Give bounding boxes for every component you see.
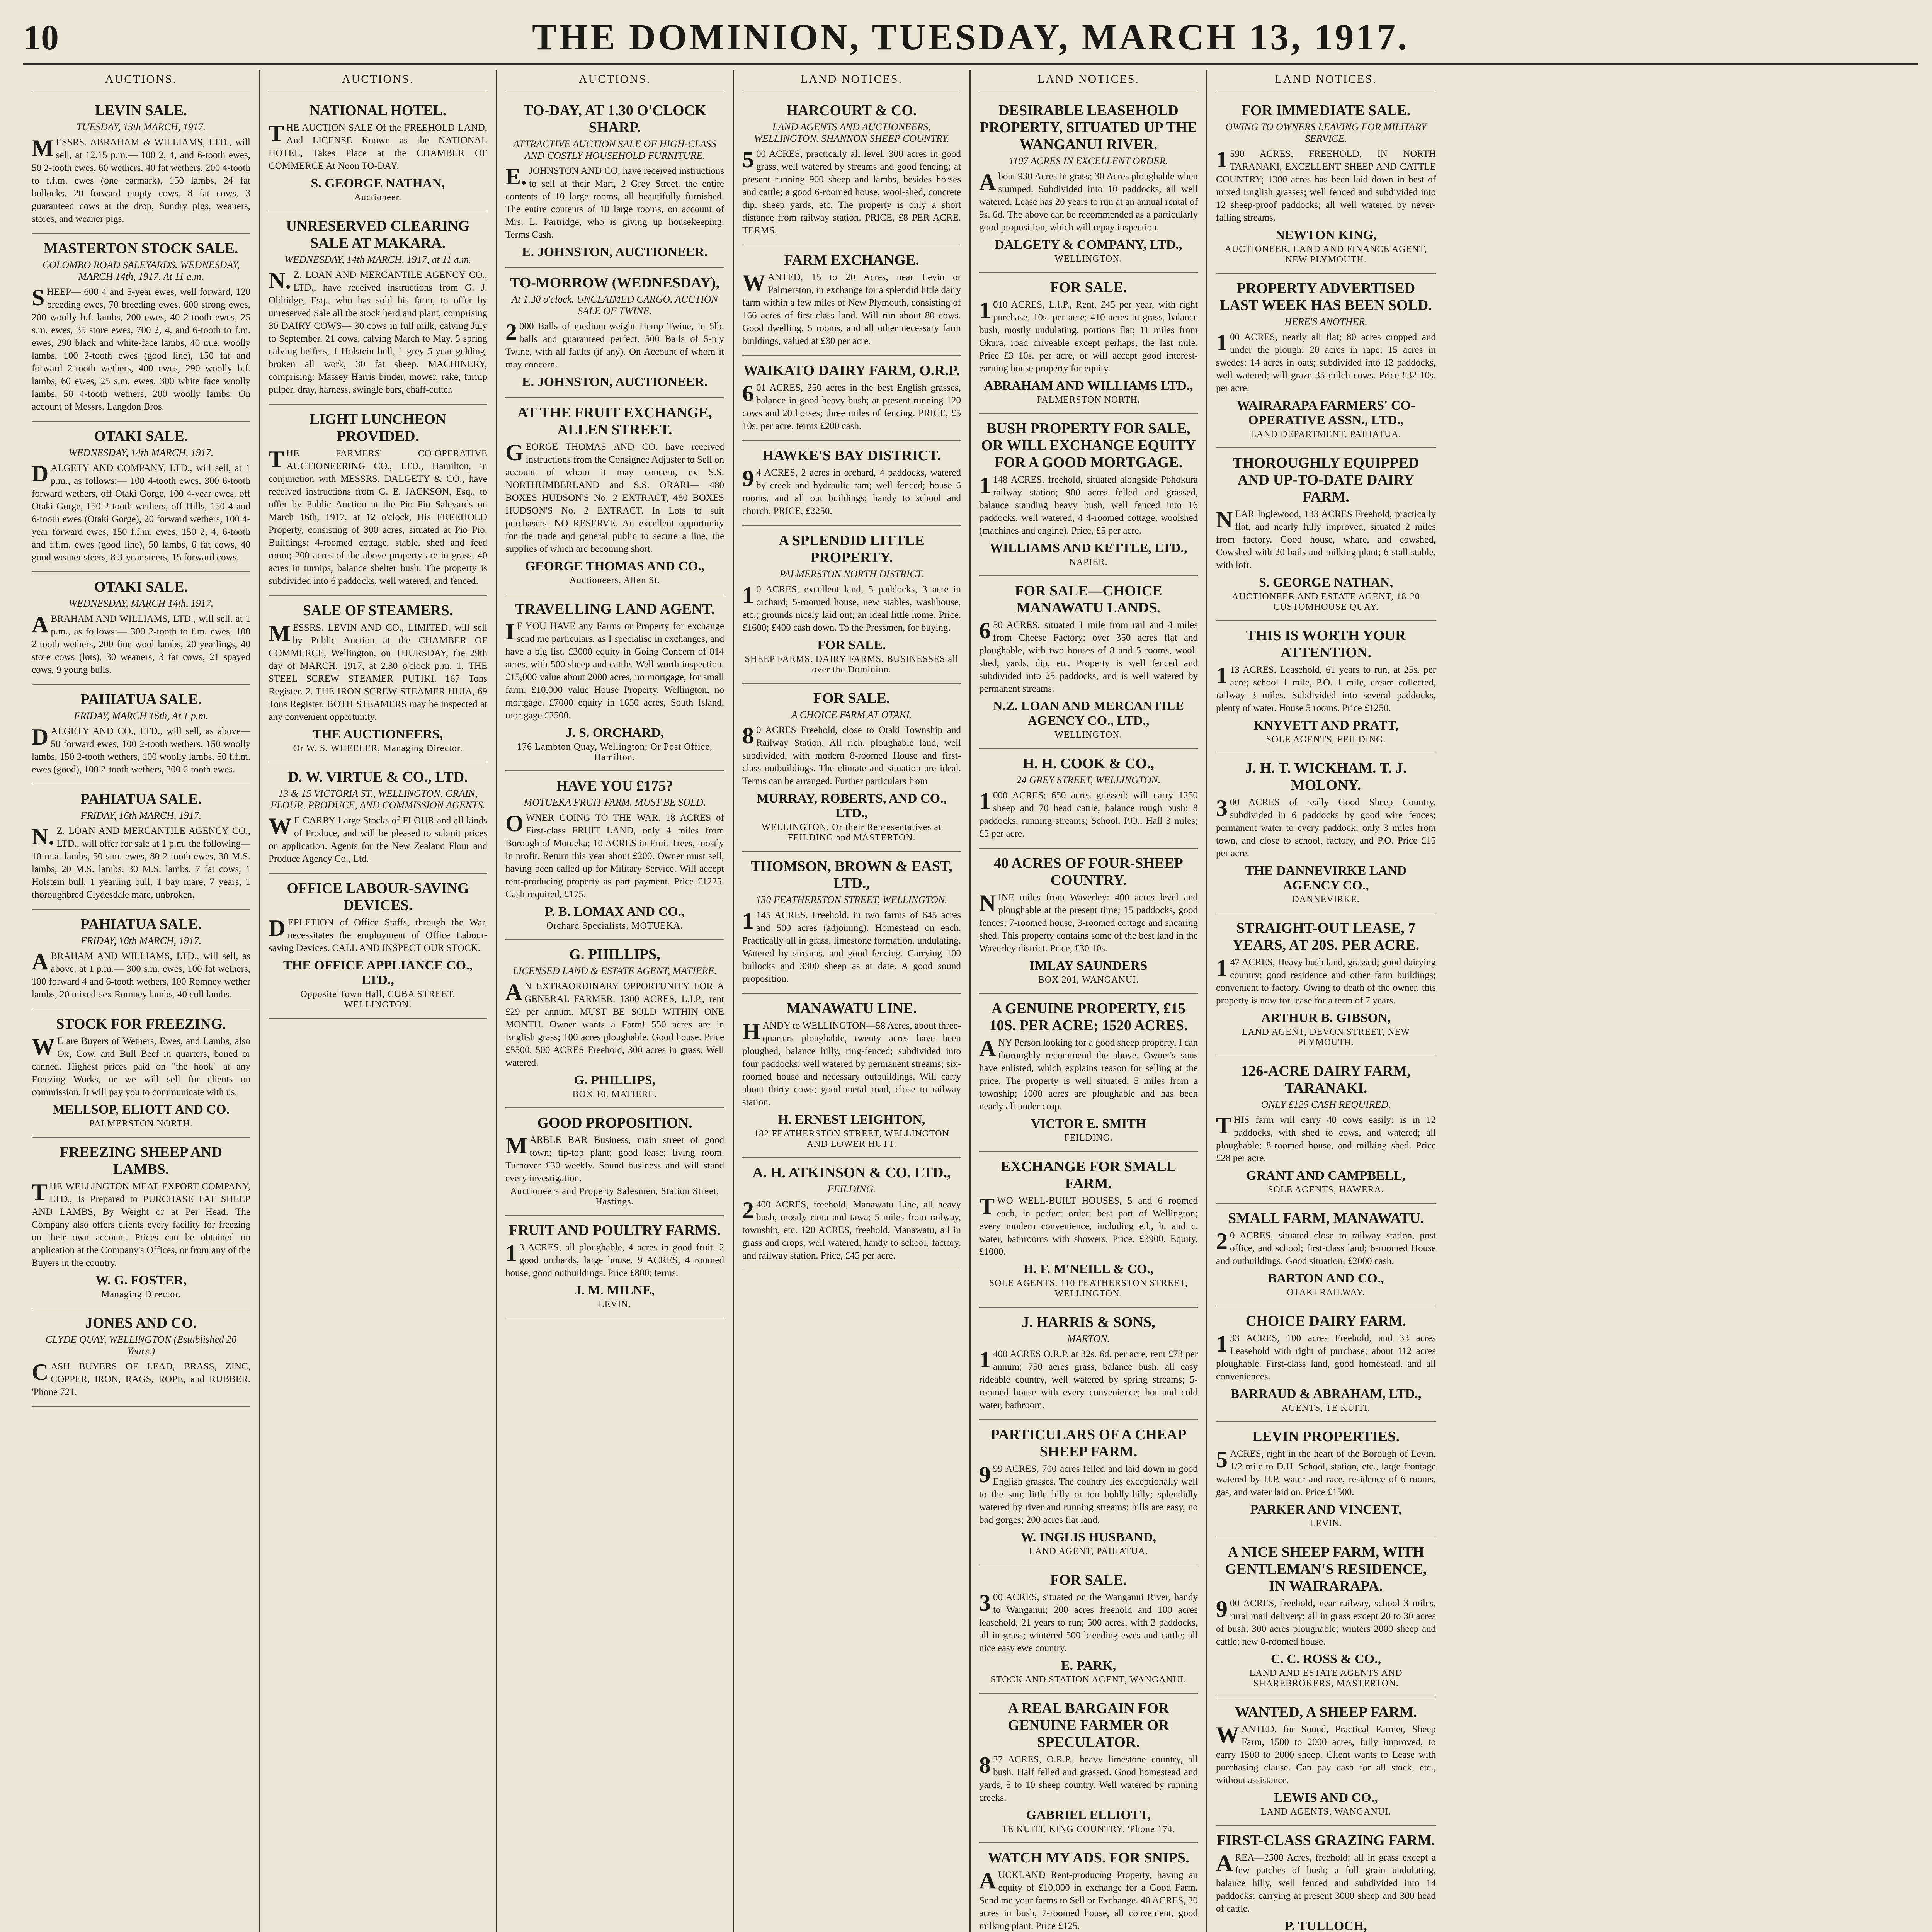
advertisement [505,268,724,398]
ad-advertiser: THE DANNEVIRKE LAND AGENCY CO., [1245,864,1407,893]
ad-body: HANDY to WELLINGTON—58 Acres, about three-quarters ploughable, twenty acres have been ploughed, balance hilly, ring-fenced; subdivided into four paddocks; well watered by permanent streams; six-roomed house and necessary outbuildings. Will carry about thirty cows; good metal road, close to railway station. [742,1019,961,1107]
advertisement [32,572,250,685]
ad-body: 1400 ACRES O.R.P. at 32s. 6d. per acre, rent £73 per annum; 750 acres grass, balance bush, all easy rideable country, well watered by spring streams; 5-roomed house with every convenience; hot and cold water, bathroom. [979,1347,1198,1410]
ad-subtitle: FRIDAY, 16th MARCH, 1917. [80,810,202,821]
ad-advertiser: KNYVETT AND PRATT, [1253,718,1398,733]
ad-title: FOR IMMEDIATE SALE. [1241,102,1411,119]
ad-title: WATCH MY ADS. FOR SNIPS. [988,1850,1189,1866]
ad-title: A REAL BARGAIN FOR GENUINE FARMER OR SPECULATOR. [1008,1700,1169,1750]
ad-advertiser: J. S. ORCHARD, [565,726,664,740]
ad-advertiser-address: LEVIN. [1310,1519,1342,1529]
ad-advertiser-address: TE KUITI, KING COUNTRY. 'Phone 174. [1002,1824,1175,1834]
ad-advertiser: THE AUCTIONEERS, [313,727,443,742]
ad-advertiser: VICTOR E. SMITH [1031,1117,1146,1131]
ad-body: 147 ACRES, Heavy bush land, grassed; good dairying country; good residence and other farm buildings; convenient to factory. Owing to death of the owner, this property is now for lease for a term of 7 years. [1216,955,1436,1006]
ad-title: 126-ACRE DAIRY FARM, TARANAKI. [1241,1063,1411,1096]
ad-body: IF YOU HAVE any Farms or Property for exchange send me particulars, as I specialise in exchanges, and have a big list. £3000 equity in Going Concern of 814 acres, with 500 sheep and cattle. Well worth inspection. £15,000 value about 2000 acres, no mortgage, for small farm. £10,000 value House Property, Wellington, no mortgage. £7000 equity in 1650 acres, South Island, mortgage £2500. [505,619,724,721]
ad-title: AT THE FRUIT EXCHANGE, ALLEN STREET. [517,405,712,438]
ad-body: WE are Buyers of Wethers, Ewes, and Lambs, also Ox, Cow, and Bull Beef in quarters, boned or canned. Highest prices paid on "the hook" at any Freezing Works, or we will sell for clients on commission. It will pay you to communicate with us. [32,1034,250,1097]
advertisement [979,1565,1198,1694]
advertisement [979,96,1198,273]
ad-subtitle: ATTRACTIVE AUCTION SALE OF HIGH-CLASS AND COSTLY HOUSEHOLD FURNITURE. [513,138,716,161]
advertisement [1216,274,1436,448]
ad-subtitle: LICENSED LAND & ESTATE AGENT, MATIERE. [513,965,717,976]
advertisement [1216,753,1436,913]
advertisement [269,211,487,405]
ad-title: THOMSON, BROWN & EAST, LTD., [751,858,952,891]
ad-body: 94 ACRES, 2 acres in orchard, 4 paddocks, watered by creek and hydraulic ram; well fenced; house 6 rooms, and all out buildings; handy to school and church. PRICE, £2250. [742,466,961,516]
ad-body: MESSRS. LEVIN AND CO., LIMITED, will sell by Public Auction at the CHAMBER OF COMMERCE, Wellington, on THURSDAY, the 29th day of MARCH, 1917, at 2.30 o'clock p.m. 1. THE STEEL SCREW STEAMER PUTIKI, 167 Tons Register. 2. THE IRON SCREW STEAMER HUIA, 69 Tons Register. BOTH STEAMERS may be inspected at any convenient opportunity. [269,621,487,722]
ad-subtitle: A CHOICE FARM AT OTAKI. [791,709,912,720]
ad-body: E.JOHNSTON AND CO. have received instructions to sell at their Mart, 2 Grey Street, the entire contents of 10 large rooms, all beautifully furnished. The entire contents of 10 large rooms, on account of Mrs. L. Partridge, who is giving up housekeeping. Terms Cash. [505,164,724,240]
ad-body: NINE miles from Waverley: 400 acres level and ploughable at the present time; 15 paddocks, good fences; 7-roomed house, 3-roomed cottage and shearing shed. This property contains some of the best land in the Waverley district. Price, £30 10s. [979,890,1198,954]
ad-subtitle: MARTON. [1067,1333,1110,1344]
ad-title: FOR SALE—CHOICE MANAWATU LANDS. [1015,583,1162,616]
advertisement [505,1216,724,1318]
ad-advertiser: W. G. FOSTER, [95,1273,187,1287]
page-title: THE DOMINION, TUESDAY, MARCH 13, 1917. [532,16,1410,58]
ad-title: HAVE YOU £175? [556,778,673,794]
advertisement [269,874,487,1019]
ad-advertiser-address: LAND AND ESTATE AGENTS AND SHAREBROKERS, MASTERTON. [1249,1668,1403,1689]
ad-title: NATIONAL HOTEL. [309,102,447,119]
ad-body: 601 ACRES, 250 acres in the best English grasses, balance in good heavy bush; at present running 120 cows and 20 horses; three miles of fencing. PRICE, £5 10s. per acre, terms £200 cash. [742,381,961,431]
ad-subtitle: PALMERSTON NORTH DISTRICT. [779,568,924,580]
ad-body: MESSRS. ABRAHAM & WILLIAMS, LTD., will sell, at 12.15 p.m.— 100 2, 4, and 6-tooth ewes, 50 2-tooth ewes, 60 wethers, 40 fat wethers, 200 4-tooth to f.f.m. ewes (one earmark), 150 lambs, 24 fat bullocks, 20 forward empty cows, 8 fat cows, 3 guaranteed cows at the drop, Sundry pigs, weaners, stores, and weaner pigs. [32,135,250,224]
ad-body: THE FARMERS' CO-OPERATIVE AUCTIONEERING CO., LTD., Hamilton, in conjunction with MESSRS. DALGETY & CO., have received instructions from G. E. JACKSON, Esq., to offer by Public Auction at the Pio Pio Saleyards on March 16th, 1917, at 12 o'clock, His FREEHOLD Property, consisting of 300 acres, situated at Pio Pio. Buildings: 4-roomed cottage, stable, shed and feed room; 200 acres of the above property are in grass, 40 acres in turnips, balance shelter bush. The property is subdivided into 6 paddocks, well watered, and fenced. [269,446,487,586]
ad-title: SALE OF STEAMERS. [303,602,453,619]
advertisement [979,1843,1198,1932]
columns-grid [23,70,1918,1932]
ad-advertiser: WILLIAMS AND KETTLE, LTD., [990,541,1187,555]
advertisement [1216,1056,1436,1204]
ad-body: 133 ACRES, 100 acres Freehold, and 33 acres Leasehold with right of purchase; about 112 acres ploughable. First-class land, good homestead, and all conveniences. [1216,1331,1436,1382]
ad-title: OFFICE LABOUR-SAVING DEVICES. [287,880,469,913]
advertisement [269,96,487,211]
ad-body: 300 ACRES of really Good Sheep Country, subdivided in 6 paddocks by good wire fences; permanent water to every paddock; only 3 miles from town, and close to school, factory, and P.O. Price £15 per acre. [1216,795,1436,859]
ad-title: A GENUINE PROPERTY, £15 10S. PER ACRE; 1520 ACRES. [989,1000,1188,1034]
ad-advertiser-address: SOLE AGENTS, FEILDING. [1266,735,1386,745]
ad-title: D. W. VIRTUE & CO., LTD. [288,769,468,785]
ad-title: STRAIGHT-OUT LEASE, 7 YEARS, AT 20S. PER ACRE. [1232,920,1420,953]
ad-subtitle: FEILDING. [827,1184,876,1195]
ad-subtitle: LAND AGENTS AND AUCTIONEERS, WELLINGTON. SHANNON SHEEP COUNTRY. [754,121,949,144]
ad-body: 113 ACRES, Leasehold, 61 years to run, at 25s. per acre; school 1 mile, P.O. 1 mile, cream collected, railway 3 miles. Subdivided into several paddocks, plenty of water. House 5 rooms. Price £1250. [1216,663,1436,713]
ad-body: AN EXTRAORDINARY OPPORTUNITY FOR A GENERAL FARMER. 1300 ACRES, L.I.P., rent £29 per annum. MUST BE SOLD WITHIN ONE MONTH. Owner wants a Farm! 550 acres are in English grass; 100 acres ploughable. Good house. Price £5500. 500 ACRES Freehold, 300 acres in grass. Well watered. [505,979,724,1068]
ad-advertiser-address: Or W. S. WHEELER, Managing Director. [293,743,463,753]
ad-advertiser: E. PARK, [1061,1658,1116,1673]
ad-advertiser-address: AGENTS, TE KUITI. [1281,1403,1371,1413]
ad-advertiser: S. GEORGE NATHAN, [311,176,445,190]
ad-title: FOR SALE. [1050,1572,1127,1588]
column-5 [971,70,1208,1932]
ad-title: FIRST-CLASS GRAZING FARM. [1217,1832,1435,1849]
ad-body: ABRAHAM AND WILLIAMS, LTD., will sell, at 1 p.m., as follows:— 300 2-tooth to f.m. ewes, 100 2-tooth wethers, 200 fine-wool lambs, 20 yearlings, 40 store cows (lots), 30 weaners, 3 fat cows, 21 spayed cows, 9 young bulls. [32,612,250,675]
ad-advertiser-address: DANNEVIRKE. [1292,895,1360,905]
ad-subtitle: OWING TO OWNERS LEAVING FOR MILITARY SERVICE. [1225,121,1427,144]
ad-body: 2000 Balls of medium-weight Hemp Twine, in 5lb. balls and guaranteed perfect. 500 Balls of 5-ply Twine, with all faults (if any). On Account of whom it may concern. [505,319,724,370]
ad-advertiser-address: 182 FEATHERSTON STREET, WELLINGTON AND LOWER HUTT. [754,1129,949,1149]
advertisement [979,1420,1198,1565]
advertisement [1216,913,1436,1056]
ad-title: JONES AND CO. [85,1315,197,1331]
ad-body: WANTED, for Sound, Practical Farmer, Sheep Farm, 1500 to 2000 acres, fully improved, to carry 1500 to 2000 sheep. Client wants to Lease with purchasing clause. Can pay cash for all stock, etc., without assistance. [1216,1722,1436,1786]
ad-advertiser-address: LEVIN. [599,1299,631,1310]
ad-title: THIS IS WORTH YOUR ATTENTION. [1246,628,1406,661]
advertisement [505,1108,724,1216]
ad-body: TWO WELL-BUILT HOUSES, 5 and 6 roomed each, in perfect order; best part of Wellington; every modern convenience, including e.l., h. and c. water, bathrooms with showers. Price, £3900. Equity, £1000. [979,1194,1198,1257]
ad-title: H. H. COOK & CO., [1023,755,1154,772]
ad-advertiser: G. PHILLIPS, [574,1073,656,1087]
ad-subtitle: ONLY £125 CASH REQUIRED. [1261,1099,1391,1110]
ad-title: TO-MORROW (WEDNESDAY), [510,275,719,291]
ad-advertiser-address: WELLINGTON. [1054,730,1122,740]
ad-body: 1148 ACRES, freehold, situated alongside Pohokura railway station; 900 acres felled and grassed, balance standing heavy bush, well fenced into 16 paddocks, well watered, 4 4-roomed cottage, woolshed (machines and engine). Price, £5 per acre. [979,473,1198,536]
advertisement [32,1138,250,1308]
ad-title: LIGHT LUNCHEON PROVIDED. [310,411,446,444]
ad-subtitle: 24 GREY STREET, WELLINGTON. [1016,774,1161,786]
ad-advertiser-address: FEILDING. [1064,1133,1113,1143]
ad-title: SMALL FARM, MANAWATU. [1228,1210,1424,1226]
ad-advertiser: P. B. LOMAX AND CO., [545,905,685,919]
ad-body: WANTED, 15 to 20 Acres, near Levin or Palmerston, in exchange for a splendid little dairy farm within a few miles of New Plymouth, consisting of 166 acres of first-class land. Will run about 80 cows. Good dwelling, 5 rooms, and all other necessary farm buildings, valued at £30 per acre. [742,270,961,346]
ad-advertiser: J. M. MILNE, [575,1283,655,1298]
ad-body: 1590 ACRES, FREEHOLD, IN NORTH TARANAKI, EXCELLENT SHEEP AND CATTLE COUNTRY; 1300 acres has been laid down in best of mixed English grasses; well fenced and subdivided into 12 sheep-proof paddocks; all well watered by never-failing streams. [1216,147,1436,223]
ad-title: PAHIATUA SALE. [80,691,202,707]
ad-body: ABRAHAM AND WILLIAMS, LTD., will sell, as above, at 1 p.m.— 300 s.m. ewes, 100 fat wethers, 100 forward 4 and 6-tooth wethers, 100 Romney wether lambs, 20 mixed-sex Romney lambs, 40 cull lambs. [32,949,250,1000]
ad-advertiser-address: SOLE AGENTS, HAWERA. [1268,1185,1384,1195]
ad-title: PROPERTY ADVERTISED LAST WEEK HAS BEEN SOLD. [1220,280,1432,313]
ad-title: EXCHANGE FOR SMALL FARM. [1001,1158,1176,1192]
ad-subtitle: WEDNESDAY, 14th MARCH, 1917. [68,447,214,458]
ad-advertiser-address: STOCK AND STATION AGENT, WANGANUI. [990,1675,1187,1685]
ad-body: N.Z. LOAN AND MERCANTILE AGENCY CO., LTD., have received instructions from G. J. Oldridge, Esq., who has sold his farm, to offer by unreserved Sale all the stock herd and plant, comprising 30 DAIRY COWS— 30 cows in full milk, calving July to September, 21 cows, calving March to May, 5 spring calving heifers, 1 Holstein bull, 1 grey 5-year gelding, broken all work, 30 fat sheep. MACHINERY, comprising: Massey Harris binder, mower, rake, turnip pulper, dray, harness, swingle bars, chaff-cutter. [269,268,487,395]
ad-advertiser-address: LAND AGENTS, WANGANUI. [1260,1807,1391,1817]
ad-advertiser-address: WELLINGTON. Or their Representatives at FEILDING and MASTERTON. [762,822,942,843]
advertisement [32,96,250,234]
ad-body: THE AUCTION SALE Of the FREEHOLD LAND, And LICENSE Known as the NATIONAL HOTEL, Takes Place at the CHAMBER OF COMMERCE At Noon TO-DAY. [269,121,487,171]
ad-advertiser-address: PALMERSTON NORTH. [1037,395,1140,405]
ad-subtitle: WEDNESDAY, 14th MARCH, 1917, at 11 a.m. [284,254,471,265]
ad-title: A NICE SHEEP FARM, WITH GENTLEMAN'S RESIDENCE, IN WAIRARAPA. [1225,1544,1427,1594]
ad-body: 1145 ACRES, Freehold, in two farms of 645 acres and 500 acres (adjoining). Homestead on each. Practically all in grass, limestone formation, undulating. Watered by streams, and good fencing. Carrying 100 bullocks and 3300 sheep as at date. A good sound proposition. [742,908,961,984]
ad-title: UNRESERVED CLEARING SALE AT MAKARA. [286,218,470,251]
ad-title: FREEZING SHEEP AND LAMBS. [60,1144,223,1177]
ad-advertiser: C. C. ROSS & CO., [1270,1652,1381,1666]
advertisement [505,96,724,268]
advertisement [269,405,487,596]
ad-body: 500 ACRES, practically all level, 300 acres in good grass, well watered by streams and good fencing; at present running 900 sheep and lambs, besides horses and cattle; a good 6-roomed house, wool-shed, concrete dip, sheep yards, etc. The property is only a short distance from railway station. PRICE, £8 PER ACRE. TERMS. [742,147,961,236]
ad-title: DESIRABLE LEASEHOLD PROPERTY, SITUATED UP THE WANGANUI RIVER. [980,102,1197,153]
advertisement [742,684,961,852]
ad-advertiser: GABRIEL ELLIOTT, [1026,1808,1151,1822]
ad-advertiser: MURRAY, ROBERTS, AND CO., LTD., [756,791,947,820]
ad-body: SHEEP— 600 4 and 5-year ewes, well forward, 120 breeding ewes, 70 breeding ewes, 600 strong ewes, 200 woolly b.f. lambs, 200 ewes, 40 2-tooth ewes, 25 s.m. ewes, 35 store ewes, 700 2, 4, and 6-tooth to f.m. ewes, 290 black and white-face lambs, 40 m.e. woolly lambs, 100 2-tooth ewes (good line), 150 fat and forward 2-tooth wethers, 400 ewes, 290 woolly b.f. lambs, 60 ewes, 25 s.m. ewes, 300 white face woolly lambs, 50 4-tooth wethers, 200 woolly lambs. On account of Messrs. Langdon Bros. [32,285,250,412]
ad-advertiser-address: PALMERSTON NORTH. [89,1119,193,1129]
ad-title: FARM EXCHANGE. [784,252,919,268]
ad-subtitle: WEDNESDAY, MARCH 14th, 1917. [68,598,214,609]
ad-body: 20 ACRES, situated close to railway station, post office, and school; first-class land; 6-roomed House and outbuildings. Good situation; £2000 cash. [1216,1228,1436,1266]
column-2 [260,70,497,1932]
ad-title: LEVIN SALE. [95,102,187,119]
ad-body: 300 ACRES, situated on the Wanganui River, handy to Wanganui; 200 acres freehold and 100 acres leasehold, 21 years to run; 500 acres, with 2 paddocks, all in grass; wintered 500 breeding ewes and cattle; all nice easy ewe country. [979,1590,1198,1653]
ad-title: A SPLENDID LITTLE PROPERTY. [778,532,925,566]
column-heading: AUCTIONS. [32,70,250,90]
ad-advertiser-address: AUCTIONEER AND ESTATE AGENT, 18-20 CUSTOMHOUSE QUAY. [1232,592,1420,612]
advertisement [742,994,961,1158]
column-heading: LAND NOTICES. [742,70,961,90]
ad-advertiser-address: Opposite Town Hall, CUBA STREET, WELLINGTON. [300,989,456,1010]
ad-body: 827 ACRES, O.R.P., heavy limestone country, all bush. Half felled and grassed. Good homestead and yards, 5 to 10 sheep country. Well watered by running creeks. [979,1752,1198,1803]
ad-title: CHOICE DAIRY FARM. [1245,1313,1406,1329]
ad-title: LEVIN PROPERTIES. [1252,1429,1400,1445]
ad-body: 10 ACRES, excellent land, 5 paddocks, 3 acre in orchard; 5-roomed house, new stables, washhouse, etc.; grounds nicely laid out; an ideal little home. Price, £1600; £400 cash down. To the Pressmen, for buying. [742,582,961,633]
ad-advertiser: H. ERNEST LEIGHTON, [778,1112,925,1127]
ad-advertiser-address: AUCTIONEER, LAND AND FINANCE AGENT, NEW PLYMOUTH. [1225,244,1427,265]
advertisement [979,1152,1198,1308]
ad-body: 80 ACRES Freehold, close to Otaki Township and Railway Station. All rich, ploughable land, well subdivided, with modern 8-roomed House and first-class outbuildings. The climate and situation are ideal. Terms can be arranged. Further particulars from [742,723,961,786]
column-4 [734,70,971,1932]
ad-title: HARCOURT & CO. [786,102,917,119]
advertisement [979,749,1198,849]
advertisement [1216,1422,1436,1537]
column-heading: AUCTIONS. [505,70,724,90]
ad-body: 5ACRES, right in the heart of the Borough of Levin, 1/2 mile to D.H. School, station, etc., large frontage watered by H.P. water and race, residence of 6 rooms, gas, and water laid on. Price £1500. [1216,1447,1436,1497]
advertisement [1216,621,1436,753]
ad-body: MARBLE BAR Business, main street of good town; tip-top plant; good lease; living room. Turnover £30 weekly. Sound business and will stand every investigation. [505,1133,724,1184]
ad-advertiser: WAIRARAPA FARMERS' CO-OPERATIVE ASSN., LTD., [1236,398,1415,427]
ad-advertiser: ARTHUR B. GIBSON, [1261,1011,1391,1025]
ad-subtitle: FRIDAY, MARCH 16th, At 1 p.m. [74,710,208,721]
ad-advertiser: BARRAUD & ABRAHAM, LTD., [1230,1387,1422,1401]
ad-body: THIS farm will carry 40 cows easily; is in 12 paddocks, with shed to cows, and watered; all ploughable; 8-roomed house, and milking shed. Price £28 per acre. [1216,1113,1436,1163]
ad-advertiser-address: WELLINGTON. [1054,254,1122,264]
ad-advertiser: GEORGE THOMAS AND CO., [525,559,705,573]
advertisement [742,852,961,994]
ad-advertiser: E. JOHNSTON, AUCTIONEER. [522,245,708,259]
ad-advertiser: THE OFFICE APPLIANCE CO., LTD., [283,958,473,987]
ad-advertiser-address: Managing Director. [101,1289,181,1299]
ad-title: PAHIATUA SALE. [80,791,202,807]
ad-body: WE CARRY Large Stocks of FLOUR and all kinds of Produce, and will be pleased to submit prices on application. Agents for the New Zealand Flour and Produce Agency Co., Ltd. [269,813,487,864]
ad-subtitle: FRIDAY, 16th MARCH, 1917. [80,935,202,946]
ad-title: STOCK FOR FREEZING. [56,1016,226,1032]
ad-body: AUCKLAND Rent-producing Property, having an equity of £10,000 in exchange for a Good Farm. Send me your farms to Sell or Exchange. 40 ACRES, 20 acres in bush, 7-roomed house, all convenient, good milking plant. Price £125. [979,1868,1198,1931]
ad-subtitle: CLYDE QUAY, WELLINGTON (Established 20 Years.) [45,1334,237,1357]
ad-advertiser-address: BOX 10, MATIERE. [572,1089,657,1099]
column-heading: LAND NOTICES. [1216,70,1436,90]
ad-advertiser: MELLSOP, ELIOTT AND CO. [52,1102,230,1117]
advertisement [979,849,1198,994]
ad-body: N.Z. LOAN AND MERCANTILE AGENCY CO., LTD., will offer for sale at 1 p.m. the following— 10 m.a. lambs, 50 s.m. ewes, 80 2-tooth ewes, 30 M.S. lambs, 20 M.S. lambs, 30 M.S. lambs, 7 fat cows, 1 Holstein bull, 1 yearling bull, 1 bay mare, 7 years, 1 thoroughbred Clydesdale mare, unbroken. [32,824,250,900]
ad-advertiser: NEWTON KING, [1275,228,1377,242]
advertisement [1216,1537,1436,1697]
column-1 [23,70,260,1932]
ad-body: About 930 Acres in grass; 30 Acres ploughable when stumped. Subdivided into 10 paddocks, all well watered. Lease has 20 years to run at an annual rental of 9s. 6d. The above can be recommended as a particularly good proposition, which will repay inspection. [979,169,1198,233]
ad-title: MASTERTON STOCK SALE. [44,240,238,257]
ad-subtitle: COLOMBO ROAD SALEYARDS. WEDNESDAY, MARCH 14th, 1917, At 11 a.m. [42,259,240,282]
ad-advertiser: DALGETY & COMPANY, LTD., [995,238,1182,252]
ad-title: WAIKATO DAIRY FARM, O.R.P. [743,362,960,379]
advertisement [979,1694,1198,1843]
advertisement [1216,1697,1436,1826]
ad-advertiser: FOR SALE. [817,638,886,652]
ad-body: OWNER GOING TO THE WAR. 18 ACRES of First-class FRUIT LAND, only 4 miles from Borough of Motueka; 10 ACRES in Fruit Trees, mostly in profit. Return this year about £200. Owner must sell, having been called up for Military Service. Will accept rent-producing property as part payment. Price £1225. Cash required, £175. [505,811,724,900]
advertisement [32,784,250,910]
ad-advertiser: N.Z. LOAN AND MERCANTILE AGENCY CO., LTD., [993,699,1184,728]
ad-body: THE WELLINGTON MEAT EXPORT COMPANY, LTD., Is Prepared to PURCHASE FAT SHEEP AND LAMBS, By Weight or at Per Head. The Company also offers clients every facility for freezing on their own account. Prices can be obtained on application at the Company's Offices, or from any of the Buyers in the country. [32,1179,250,1268]
column-heading: AUCTIONS. [269,70,487,90]
ad-title: PAHIATUA SALE. [80,916,202,932]
ad-title: FOR SALE. [1050,279,1127,296]
advertisement [505,771,724,940]
ad-advertiser: GRANT AND CAMPBELL, [1246,1168,1406,1183]
advertisement [979,1308,1198,1420]
advertisement [32,1009,250,1138]
ad-advertiser-address: LAND AGENT, PAHIATUA. [1029,1546,1148,1556]
advertisement [979,576,1198,749]
ad-body: 1010 ACRES, L.I.P., Rent, £45 per year, with right purchase, 10s. per acre; 410 acres in grass, balance bush, mostly undulating, portions flat; 11 miles from Okura, road driveable except perhaps, the last mile. Price £3 10s. per acre, or will accept good interest-earning house property for equity. [979,298,1198,374]
advertisement [1216,1306,1436,1422]
advertisement [742,1158,961,1270]
page-number: 10 [23,18,59,57]
ad-advertiser-address: 176 Lambton Quay, Wellington; Or Post Office, Hamilton. [517,742,713,762]
ad-subtitle: TUESDAY, 13th MARCH, 1917. [76,121,206,133]
ad-advertiser: PARKER AND VINCENT, [1250,1502,1402,1517]
ad-body: 100 ACRES, nearly all flat; 80 acres cropped and under the plough; 20 acres in rape; 15 acres in swedes; 14 acres in oats; subdivided into 12 paddocks, well watered; will graze 35 milch cows. Price £32 10s. per acre. [1216,330,1436,393]
ad-title: WANTED, A SHEEP FARM. [1235,1704,1417,1720]
ad-advertiser-address: Auctioneer. [354,192,402,202]
ad-body: DEPLETION of Office Staffs, through the War, necessitates the employment of Office Labour-saving Devices. CALL AND INSPECT OUR STOCK. [269,915,487,953]
ad-body: AREA—2500 Acres, freehold; all in grass except a few patches of bush; a full grain undulating, balance hilly, well fenced and subdivided into 14 paddocks; carrying at present 3000 sheep and 300 head of cattle. [1216,1850,1436,1914]
advertisement [1216,96,1436,274]
ad-advertiser-address: LAND AGENT, DEVON STREET, NEW PLYMOUTH. [1242,1027,1410,1048]
advertisement [979,414,1198,576]
ad-body: DALGETY AND COMPANY, LTD., will sell, at 1 p.m., as follows:— 100 4-tooth ewes, 300 6-tooth forward wethers, off Otaki Gorge, 100 4-year ewes, off Otaki Gorge, 150 2-tooth wethers, off Hills, 150 4 and 6-tooth ewes (Otaki Gorge), 20 forward wethers, 100 4-year forward ewes, 150 f.f.m. ewes, 150 2, 4, 6-tooth and f.f.m. ewes (good line), 50 lambs, 6 fat cows, 40 good weaner steers, 8 3-year steers, 15 forward cows. [32,461,250,563]
ad-title: OTAKI SALE. [94,428,188,444]
ad-advertiser-address: Auctioneers and Property Salesmen, Station Street, Hastings. [510,1186,719,1207]
masthead [23,15,1918,65]
advertisement [505,594,724,771]
advertisement [742,245,961,356]
advertisement [32,234,250,422]
ad-title: G. PHILLIPS, [569,946,660,963]
column-3 [497,70,734,1932]
ad-subtitle: 130 FEATHERSTON STREET, WELLINGTON. [756,894,947,905]
ad-title: FOR SALE. [813,690,890,706]
ad-advertiser-address: LAND DEPARTMENT, PAHIATUA. [1250,429,1401,439]
ad-title: A. H. ATKINSON & CO. LTD., [752,1165,951,1181]
column-heading: LAND NOTICES. [979,70,1198,90]
ad-advertiser-address: OTAKI RAILWAY. [1287,1287,1365,1298]
advertisement [269,596,487,762]
advertisement [742,526,961,684]
advertisement [32,1308,250,1407]
ad-advertiser-address: BOX 201, WANGANUI. [1038,975,1139,985]
ad-body: 13 ACRES, all ploughable, 4 acres in good fruit, 2 good orchards, large house. 9 ACRES, 4 roomed house, good outbuildings. Price £800; terms. [505,1240,724,1278]
ad-advertiser: H. F. M'NEILL & CO., [1023,1262,1154,1276]
advertisement [742,441,961,526]
advertisement [979,273,1198,414]
ad-body: CASH BUYERS OF LEAD, BRASS, ZINC, COPPER, IRON, RAGS, ROPE, and RUBBER. 'Phone 721. [32,1359,250,1397]
ad-body: 900 ACRES, freehold, near railway, school 3 miles, rural mail delivery; all in grass except 20 to 30 acres of bush; 300 acres ploughable; winters 2000 sheep and cattle; new 8-roomed house. [1216,1596,1436,1647]
ad-title: OTAKI SALE. [94,579,188,595]
advertisement [742,96,961,245]
ad-body: NEAR Inglewood, 133 ACRES Freehold, practically flat, and nearly fully improved, situated 2 miles from factory. Good house, whare, and cowshed, Cowshed with 20 bails and milking plant; 6-stall stable, with loft. [1216,507,1436,570]
ad-advertiser: LEWIS AND CO., [1274,1791,1378,1805]
ad-subtitle: HERE'S ANOTHER. [1284,316,1367,327]
ad-body: 1000 ACRES; 650 acres grassed; will carry 1250 sheep and 70 head cattle, balance rough bush; 8 paddocks; running streams; School, P.O., Hall 3 miles; £5 per acre. [979,788,1198,839]
ad-advertiser: IMLAY SAUNDERS [1029,959,1148,973]
ad-body: GEORGE THOMAS AND CO. have received instructions from the Consignee Adjuster to Sell on account of whom it may concern, ex S.S. NORTHUMBERLAND and S.S. ORARI— 480 BOXES HUDSON'S No. 2 EXTRACT, 480 BOXES HUDSON'S No. 2 EXTRACT. In Lots to suit purchasers. NO RESERVE. An excellent opportunity for the trade and general public to secure a line, the supplies of which are becoming short. [505,440,724,554]
advertisement [1216,1204,1436,1306]
ad-advertiser: E. JOHNSTON, AUCTIONEER. [522,375,708,389]
ad-advertiser-address: SOLE AGENTS, 110 FEATHERSTON STREET, WELLINGTON. [989,1278,1188,1299]
ad-advertiser-address: NAPIER. [1069,557,1108,567]
ad-advertiser-address: Auctioneers, Allen St. [570,575,660,585]
ad-body: 650 ACRES, situated 1 mile from rail and 4 miles from Cheese Factory; over 350 acres flat and ploughable, with two houses of 8 and 5 rooms, wool-shed, yards, dip, etc. Property is well fenced and subdivided into 25 paddocks, and is well watered by permanent streams. [979,618,1198,694]
ad-title: J. HARRIS & SONS, [1022,1314,1155,1330]
advertisement [1216,448,1436,621]
ad-subtitle: 1107 ACRES IN EXCELLENT ORDER. [1009,155,1168,167]
ad-body: DALGETY AND CO., LTD., will sell, as above— 50 forward ewes, 100 2-tooth wethers, 150 woolly lambs, 150 2-tooth wethers, 100 woolly lambs, 50 f.f.m. ewes (good), 100 2-tooth wethers, 200 6-tooth ewes. [32,724,250,775]
ad-title: THOROUGHLY EQUIPPED AND UP-TO-DATE DAIRY FARM. [1233,455,1419,505]
advertisement [32,422,250,572]
ad-title: FRUIT AND POULTRY FARMS. [509,1222,721,1238]
ad-title: TO-DAY, AT 1.30 O'CLOCK SHARP. [523,102,706,136]
ad-title: TRAVELLING LAND AGENT. [515,601,715,617]
ad-subtitle: At 1.30 o'clock. UNCLAIMED CARGO. AUCTION SALE OF TWINE. [512,294,718,316]
ad-title: GOOD PROPOSITION. [537,1115,692,1131]
advertisement [1216,1826,1436,1932]
ad-advertiser: S. GEORGE NATHAN, [1259,575,1393,590]
ad-advertiser-address: Orchard Specialists, MOTUEKA. [546,921,684,931]
ad-body: 999 ACRES, 700 acres felled and laid down in good English grasses. The country lies exceptionally well to the sun; little hilly or too boldly-hilly; splendidly watered by river and running streams; hills are easy, no bad gorges; 200 acres flat land. [979,1462,1198,1525]
ad-title: BUSH PROPERTY FOR SALE, OR WILL EXCHANGE EQUITY FOR A GOOD MORTGAGE. [981,420,1196,471]
advertisement [505,398,724,594]
ad-advertiser: BARTON AND CO., [1268,1271,1384,1286]
advertisement [505,940,724,1108]
ad-body: 2400 ACRES, freehold, Manawatu Line, all heavy bush, mostly rimu and tawa; 5 miles from railway, township, etc. 120 ACRES, freehold, Manawatu, all in grass and crops, well watered, handy to school, factory, and railway station. Price, £45 per acre. [742,1197,961,1261]
ad-advertiser-address: SHEEP FARMS. DAIRY FARMS. BUSINESSES all over the Dominion. [745,654,959,675]
advertisement [32,685,250,784]
ad-subtitle: MOTUEKA FRUIT FARM. MUST BE SOLD. [524,797,706,808]
ad-title: HAWKE'S BAY DISTRICT. [762,447,941,464]
advertisement [742,356,961,441]
advertisement [979,994,1198,1152]
ad-advertiser: ABRAHAM AND WILLIAMS LTD., [984,379,1193,393]
ad-title: PARTICULARS OF A CHEAP SHEEP FARM. [990,1427,1187,1460]
ad-advertiser: W. INGLIS HUSBAND, [1020,1530,1156,1544]
ad-title: 40 ACRES OF FOUR-SHEEP COUNTRY. [994,855,1183,888]
ad-title: J. H. T. WICKHAM. T. J. MOLONY. [1245,760,1407,793]
column-6 [1208,70,1444,1932]
advertisement [269,762,487,874]
ad-subtitle: 13 & 15 VICTORIA ST., WELLINGTON. GRAIN, FLOUR, PRODUCE, AND COMMISSION AGENTS. [270,788,485,811]
ad-title: MANAWATU LINE. [786,1000,917,1017]
ad-advertiser: P. TULLOCH, [1285,1919,1367,1932]
ad-body: ANY Person looking for a good sheep property, I can thoroughly recommend the above. Owner's sons have enlisted, which explains reason for selling at the price. The property is well situated, 5 miles from a township; 1000 acres are ploughable and has been nearly all under crop. [979,1036,1198,1112]
advertisement [32,910,250,1009]
